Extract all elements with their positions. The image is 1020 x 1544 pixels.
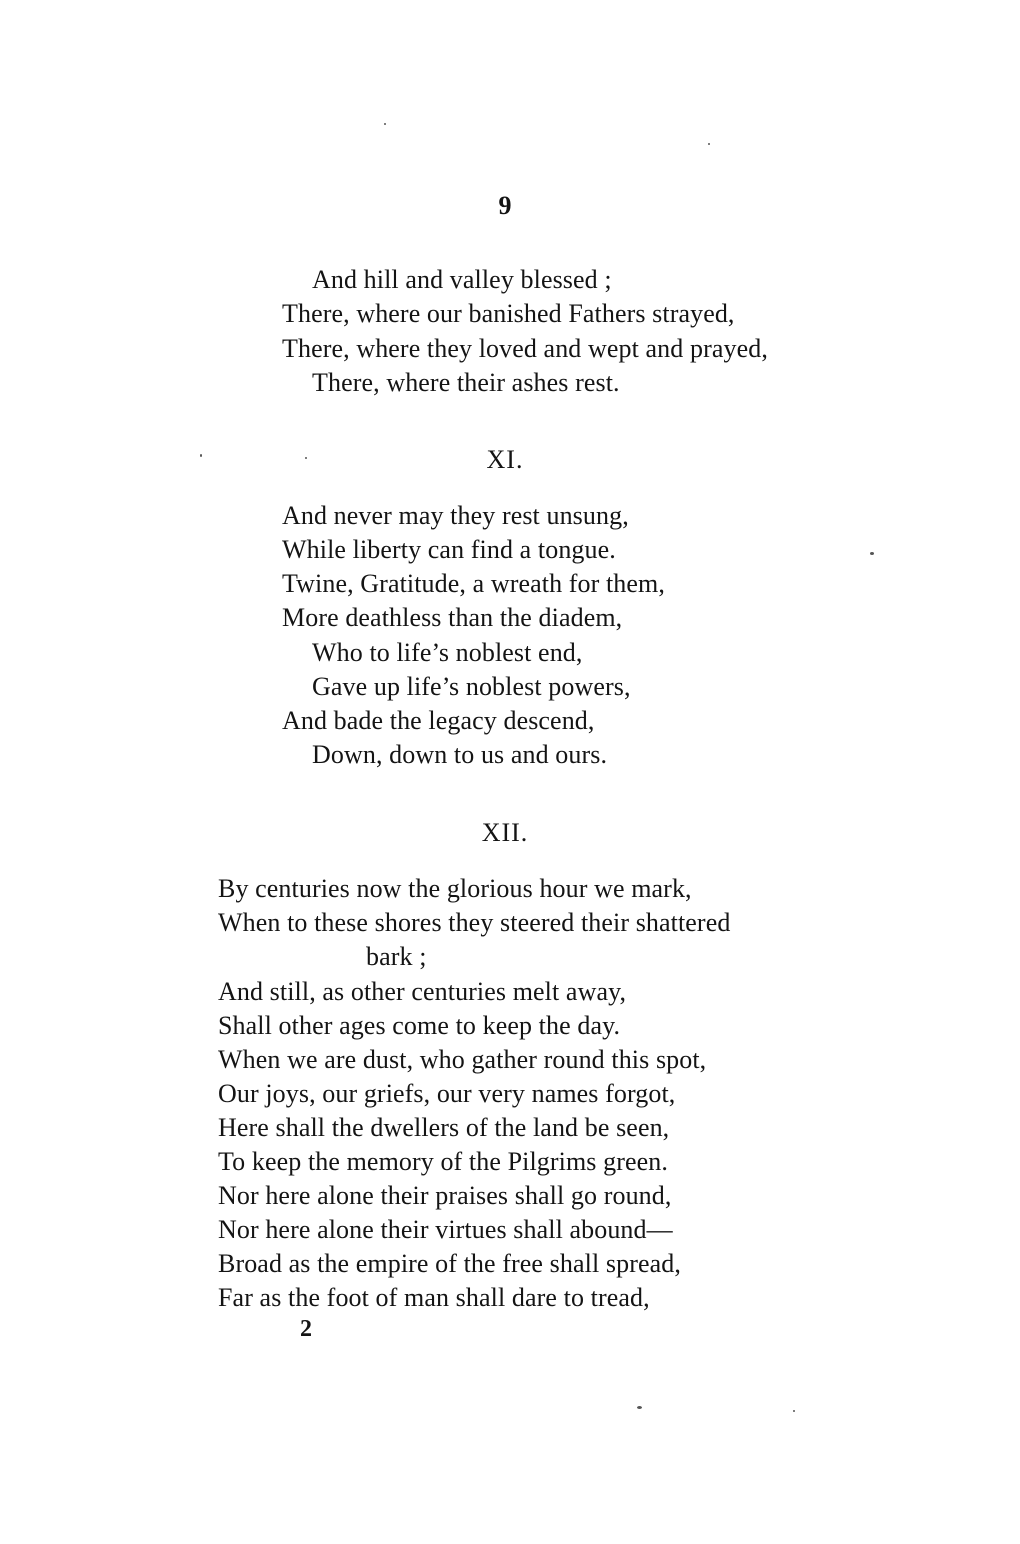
stanza-heading: XI. xyxy=(486,445,524,474)
scan-speck xyxy=(305,457,307,459)
poem-line: And bade the legacy descend, xyxy=(282,706,595,735)
poem-line: There, where our banished Fathers strayed, xyxy=(282,299,735,328)
poem-line: To keep the memory of the Pilgrims green. xyxy=(218,1147,668,1176)
poem-line: Shall other ages come to keep the day. xyxy=(218,1011,621,1040)
poem-line: Twine, Gratitude, a wreath for them, xyxy=(282,569,665,598)
poem-line: When to these shores they steered their shattered xyxy=(218,908,731,937)
poem-line: And hill and valley blessed ; xyxy=(312,265,612,294)
poem-line: bark ; xyxy=(366,942,427,971)
signature-mark: 2 xyxy=(300,1316,312,1342)
poem-line: Gave up life’s noblest powers, xyxy=(312,672,631,701)
stanza-heading: XII. xyxy=(481,818,529,847)
poem-line: Down, down to us and ours. xyxy=(312,740,608,769)
poem-line: Broad as the empire of the free shall spread, xyxy=(218,1249,681,1278)
poem-line: Far as the foot of man shall dare to tread, xyxy=(218,1283,650,1312)
poem-line: And still, as other centuries melt away, xyxy=(218,977,627,1006)
scan-speck xyxy=(708,143,710,145)
scan-speck xyxy=(637,1406,642,1409)
poem-line: More deathless than the diadem, xyxy=(282,603,623,632)
poem-line: Nor here alone their praises shall go round, xyxy=(218,1181,672,1210)
scan-speck xyxy=(793,1410,795,1412)
poem-line: While liberty can find a tongue. xyxy=(282,535,616,564)
page-number: 9 xyxy=(498,191,512,220)
poem-line: Who to life’s noblest end, xyxy=(312,638,583,667)
poem-line: There, where they loved and wept and prayed, xyxy=(282,334,768,363)
poem-line: Our joys, our griefs, our very names forgot, xyxy=(218,1079,676,1108)
poem-line: Here shall the dwellers of the land be seen, xyxy=(218,1113,670,1142)
poem-line: There, where their ashes rest. xyxy=(312,368,620,397)
scan-speck xyxy=(384,123,386,125)
poem-line: Nor here alone their virtues shall abound— xyxy=(218,1215,673,1244)
poem-line: When we are dust, who gather round this spot, xyxy=(218,1045,707,1074)
poem-line: And never may they rest unsung, xyxy=(282,501,629,530)
scan-speck xyxy=(870,552,874,555)
poem-line: By centuries now the glorious hour we mark, xyxy=(218,874,692,903)
scan-speck xyxy=(200,454,202,457)
